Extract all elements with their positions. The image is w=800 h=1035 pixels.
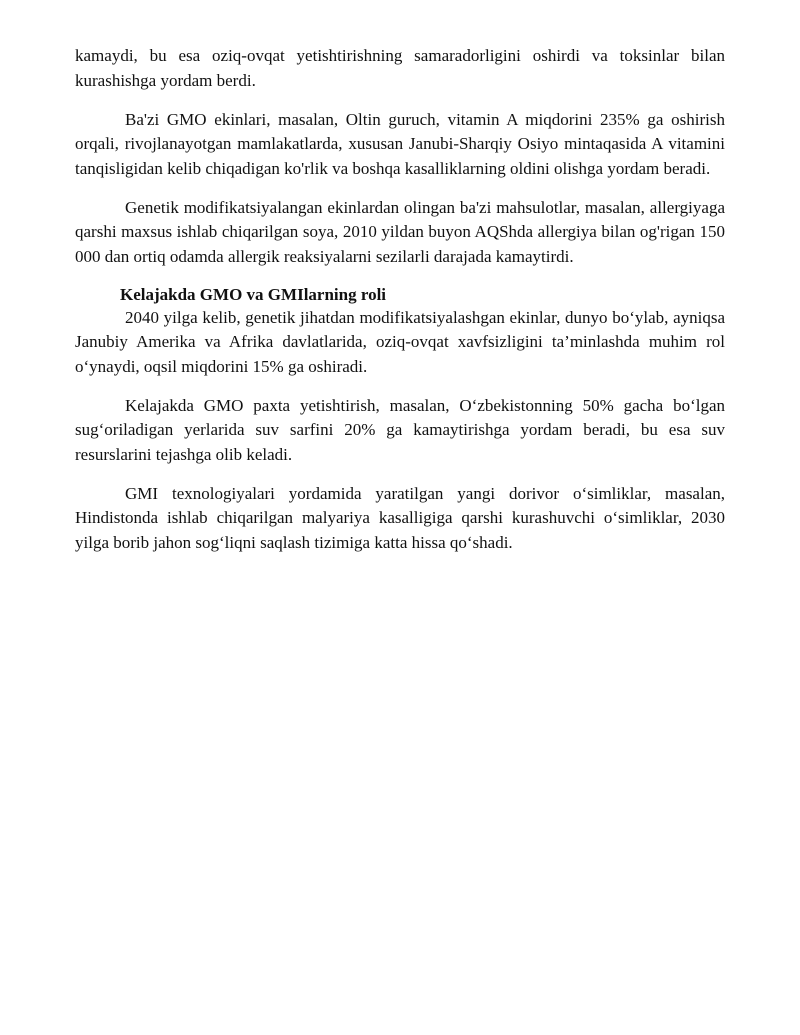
paragraph-golden-rice: Ba'zi GMO ekinlari, masalan, Oltin guruch, vitamin A miqdorini 235% ga oshirish orqali, rivojlanayotgan mamlakatlarda, xususan Janubi-Sharqiy Osiyo mintaqasida A vitamini tanqisligidan kelib chiqadigan ko'rlik va boshqa kasalliklarning oldini olishga yordam beradi. [75, 109, 725, 178]
paragraph-2040-crops: 2040 yilga kelib, genetik jihatdan modifikatsiyalashgan ekinlar, dunyo bo‘ylab, ayniqsa Janubiy Amerika va Afrika davlatlarida, oziq-ovqat xavfsizligini ta’minlashda muhim rol o‘ynaydi, oqsil miqdorini 15% ga oshiradi. [75, 307, 725, 376]
paragraph-allergy-soy: Genetik modifikatsiyalangan ekinlardan olingan ba'zi mahsulotlar, masalan, allergiyaga qarshi maxsus ishlab chiqarilgan soya, 2010 yildan buyon AQShda allergiya bilan og'rigan 150 000 dan ortiq odamda allergik reaksiyalarni sezilarli darajada kamaytirdi. [75, 197, 725, 266]
section-heading: Kelajakda GMO va GMIlarning roli [120, 284, 387, 304]
paragraph-medicinal-plants: GMI texnologiyalari yordamida yaratilgan yangi dorivor o‘simliklar, masalan, Hindistonda ishlab chiqarilgan malyariya kasalligiga qarshi kurashuvchi o‘simliklar, 2030 yilga borib jahon sog‘liqni saqlash tizimiga katta hissa qo‘shadi. [75, 483, 725, 552]
paragraph-continuation: kamaydi, bu esa oziq-ovqat yetishtirishning samaradorligini oshirdi va toksinlar bilan kurashishga yordam berdi. [75, 46, 725, 90]
document-page [75, 44, 725, 570]
paragraph-cotton-water: Kelajakda GMO paxta yetishtirish, masalan, O‘zbekistonning 50% gacha bo‘lgan sug‘oriladigan yerlarida suv sarfini 20% ga kamaytirishga yordam beradi, bu esa suv resurslarini tejashga olib keladi. [75, 395, 725, 464]
